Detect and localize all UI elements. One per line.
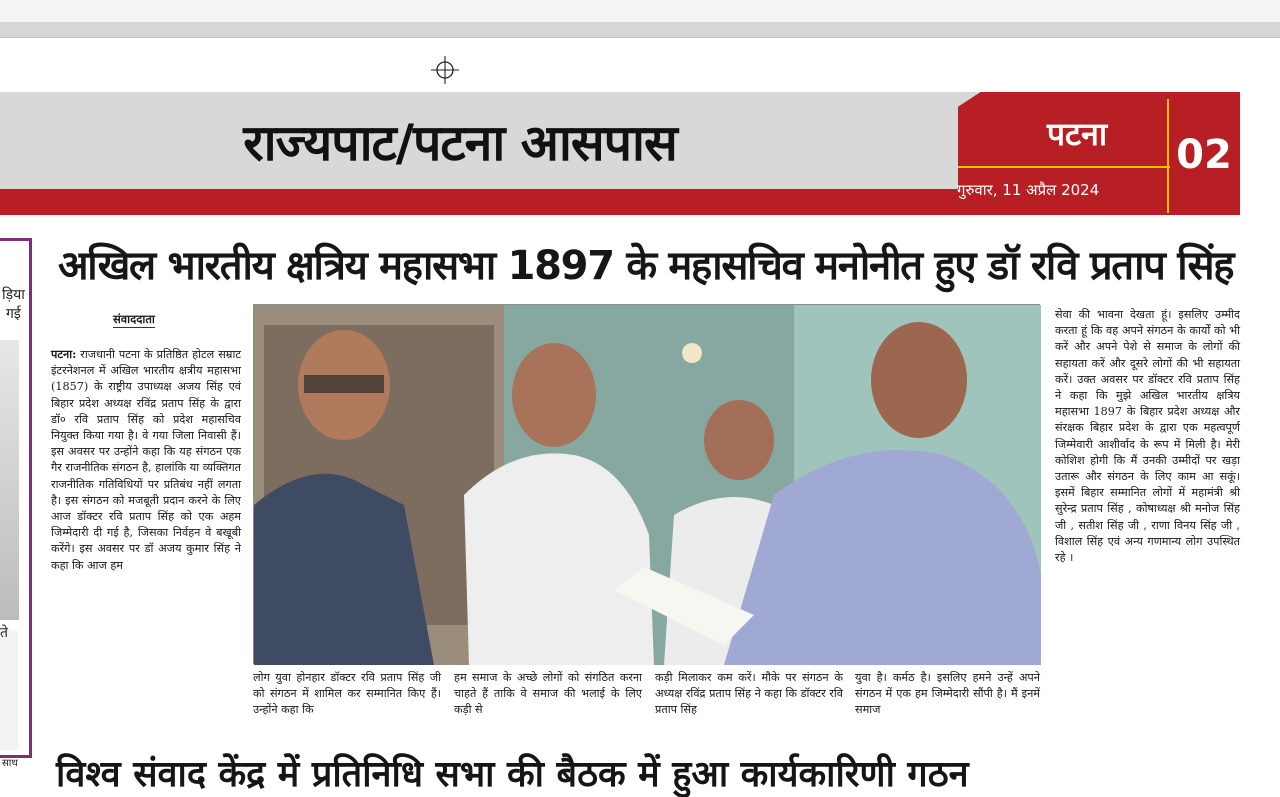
page-number: 02	[1176, 132, 1232, 178]
adjacent-article-photo	[0, 630, 18, 750]
adjacent-article-fragment: साथ	[2, 758, 18, 769]
article-column-1	[51, 346, 241, 736]
article-column-4: कड़ी मिलाकर कम करें। मौके पर संगठन के अध्यक्ष रविंद्र प्रताप सिंह ने कहा कि डॉक्टर रवि प्रताप सिंह	[655, 671, 843, 717]
next-article-headline: विश्व संवाद केंद्र में प्रतिनिधि सभा की बैठक में हुआ कार्यकारिणी गठन	[56, 754, 969, 795]
page-number-divider	[1167, 99, 1169, 213]
section-title: राज्यपाट/पटना आसपास	[243, 113, 677, 172]
article-column-6: सेवा की भावना देखता हूं। इसलिए उम्मीद करता हूं कि वह अपने संगठन के कार्यों को भी करें और अपने पेशे से समाज के लोगों की सहायता करें और दूसरे लोगों की भी सहायता करें। उक्त अवसर पर डॉक्टर रवि प्रताप सिंह ने कहा कि मुझे अखिल भारतीय क्षत्रिय महासभा 1897 के बिहार प्रदेश अध्यक्ष और संरक्षक बिहार प्रदेश के द्वारा एक महत्वपूर्ण जिम्मेवारी आशीर्वाद के रूप में मिली है। मेरी कोशिश होगी कि मैं उनकी उम्मीदों पर खड़ा उतारू और संगठन के लिए काम आ सकूं। इसमें बिहार सम्मानित लोगों में महामंत्री श्री सुरेन्द्र प्रताप सिंह , कोषाध्यक्ष श्री मनोज सिंह जी , सतीश सिंह जी , राणा विनय सिंह जी , विशाल सिंह एवं अन्य गणमान्य लोग उपस्थित रहे ।	[1055, 308, 1240, 565]
issue-date: गुरुवार, 11 अप्रैल 2024	[957, 181, 1100, 199]
photo-illustration	[254, 305, 1041, 665]
article-column-3: हम समाज के अच्छे लोगों को संगठित करना चाहते हैं ताकि वे समाज की भलाई के लिए कड़ी से	[454, 671, 642, 717]
city-name: पटना	[1046, 115, 1108, 153]
city-divider	[958, 166, 1170, 168]
article-headline: अखिल भारतीय क्षत्रिय महासभा 1897 के महासचिव मनोनीत हुए डॉ रवि प्रताप सिंह	[58, 243, 1234, 289]
article-dateline: पटना:	[51, 347, 77, 361]
article-column-1-text: राजधानी पटना के प्रतिष्ठित होटल सम्राट इंटरनेशनल में अखिल भारतीय क्षत्रीय महासभा (1857) के राष्ट्रीय उपाध्यक्ष अजय सिंह एवं बिहार प्रदेश अध्यक्ष रविंद्र प्रताप सिंह के द्वारा डॉ० रवि प्रताप सिंह को प्रदेश महासचिव नियुक्त किया गया है। वे गया जिला निवासी हैं। इस अवसर पर उन्होंने कहा कि यह संगठन एक गैर राजनीतिक संगठन है, हालांकि या व्यक्तिगत राजनीतिक गतिविधियों पर प्रतिबंध नहीं लगता है। इस संगठन को मजबूती प्रदान करने के लिए आज डॉक्टर रवि प्रताप सिंह को एक अहम जिम्मेदारी दी गई है, जिसका निर्वहन वे बखूबी करेंगे। इस अवसर पर डॉ अजय कुमार सिंह ने कहा कि आज हम	[51, 348, 241, 572]
adjacent-article-fragment: गई	[6, 306, 21, 322]
article-byline: संवाददाता	[113, 312, 155, 326]
article-column-2: लोग युवा होनहार डॉक्टर रवि प्रताप सिंह जी को संगठन में शामिल कर सम्मानित किए हैं। उन्होंने कहा कि	[253, 671, 441, 717]
adjacent-article-fragment: ते	[0, 625, 8, 641]
article-photo	[253, 304, 1040, 664]
viewer-top-bar	[0, 0, 1280, 22]
adjacent-article-photo	[0, 340, 19, 620]
viewer-scroll-strip	[0, 22, 1280, 38]
article-column-5: युवा है। कर्मठ है। इसलिए हमने उन्हें अपने संगठन में एक हम जिम्मेदारी सौंपी है। मैं इनमें समाज	[855, 671, 1040, 717]
registration-mark-icon	[431, 56, 459, 84]
adjacent-article-fragment: ड़िया	[2, 287, 25, 303]
